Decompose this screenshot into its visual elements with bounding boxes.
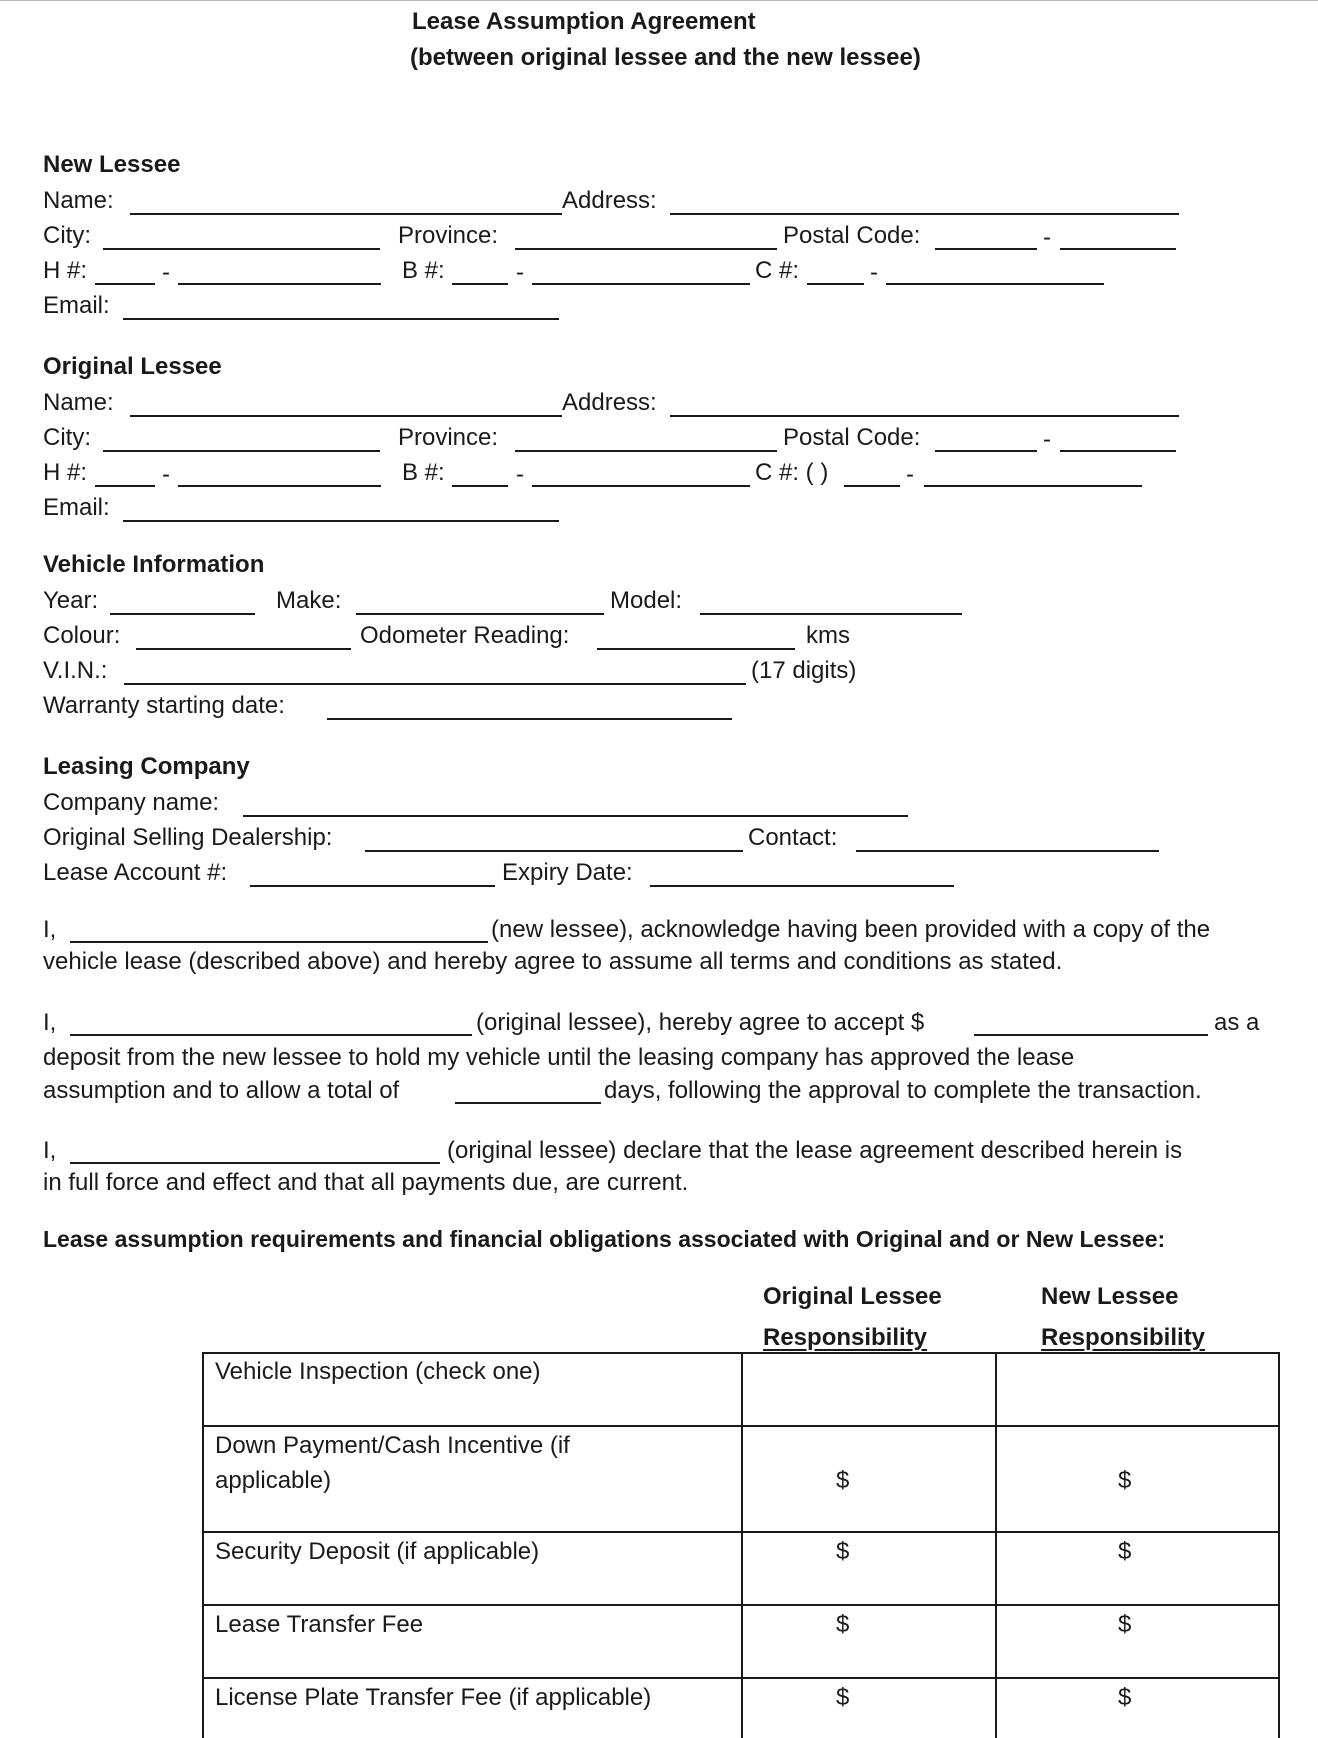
statement-1-new-lessee-field[interactable] xyxy=(70,941,488,943)
table-col-divider-1 xyxy=(741,1352,743,1738)
statement-2-as-a: as a xyxy=(1214,1009,1260,1036)
new-business-phone-label: B #: xyxy=(402,257,445,284)
vehicle-colour-label: Colour: xyxy=(43,622,121,649)
col-new-lessee-line2: Responsibility xyxy=(1041,1324,1206,1351)
col-new-lessee-line1: New Lessee xyxy=(1041,1283,1179,1310)
statement-2-text-a: (original lessee), hereby agree to accept $ xyxy=(476,1009,925,1036)
orig-home-phone-number[interactable] xyxy=(178,485,381,487)
orig-home-phone-label: H #: xyxy=(43,459,88,486)
company-name-field[interactable] xyxy=(243,815,908,817)
new-cell-phone-area[interactable] xyxy=(807,283,864,285)
new-province-field[interactable] xyxy=(515,248,777,250)
new-address-field[interactable] xyxy=(670,213,1179,215)
new-lessee-heading: New Lessee xyxy=(43,151,181,178)
new-cell-phone-label: C #: xyxy=(755,257,800,284)
row-vehicle-inspection-new-cell[interactable] xyxy=(998,1355,1277,1424)
vehicle-colour-field[interactable] xyxy=(136,648,351,650)
row-lease-transfer-fee-label: Lease Transfer Fee xyxy=(215,1611,424,1638)
statement-2-text-c1: assumption and to allow a total of xyxy=(43,1077,400,1104)
lease-account-label: Lease Account #: xyxy=(43,859,228,886)
orig-address-field[interactable] xyxy=(670,415,1179,417)
orig-email-label: Email: xyxy=(43,494,110,521)
statement-2-deposit-field[interactable] xyxy=(974,1034,1208,1036)
leasing-company-heading: Leasing Company xyxy=(43,753,250,780)
new-business-phone-dash: - xyxy=(516,259,524,286)
orig-postal-label: Postal Code: xyxy=(783,424,921,451)
orig-postal-field-2[interactable] xyxy=(1060,450,1176,452)
orig-cell-phone-area[interactable] xyxy=(844,485,900,487)
statement-3-text-b: in full force and effect and that all payments due, are current. xyxy=(43,1169,689,1196)
row-down-payment-original[interactable]: $ xyxy=(836,1467,850,1494)
original-lessee-heading: Original Lessee xyxy=(43,353,222,380)
statement-3-text-a: (original lessee) declare that the lease agreement described herein is xyxy=(447,1137,1183,1164)
expiry-date-label: Expiry Date: xyxy=(502,859,633,886)
new-province-label: Province: xyxy=(398,222,499,249)
vehicle-odometer-field[interactable] xyxy=(597,648,795,650)
row-lease-transfer-fee-original[interactable]: $ xyxy=(836,1611,850,1638)
new-city-field[interactable] xyxy=(103,248,380,250)
statement-2-text-c2: days, following the approval to complete the transaction. xyxy=(604,1077,1202,1104)
vehicle-vin-label: V.I.N.: xyxy=(43,657,108,684)
table-border-right xyxy=(1278,1352,1280,1738)
page-top-border xyxy=(0,0,1318,1)
new-name-field[interactable] xyxy=(130,213,562,215)
row-security-deposit-label: Security Deposit (if applicable) xyxy=(215,1538,540,1565)
lease-account-field[interactable] xyxy=(250,885,495,887)
statement-1-text-a: (new lessee), acknowledge having been provided with a copy of the xyxy=(491,916,1211,943)
orig-business-phone-dash: - xyxy=(516,461,524,488)
statement-3-prefix: I, xyxy=(43,1137,57,1164)
orig-city-label: City: xyxy=(43,424,91,451)
orig-cell-phone-dash: - xyxy=(906,461,914,488)
orig-name-field[interactable] xyxy=(130,415,562,417)
row-down-payment-label-2: applicable) xyxy=(215,1467,332,1494)
col-original-lessee-line2: Responsibility xyxy=(763,1324,928,1351)
new-cell-phone-dash: - xyxy=(870,259,878,286)
contact-field[interactable] xyxy=(856,850,1159,852)
orig-email-field[interactable] xyxy=(123,520,559,522)
vehicle-vin-field[interactable] xyxy=(124,683,746,685)
orig-business-phone-label: B #: xyxy=(402,459,445,486)
orig-cell-phone-number[interactable] xyxy=(924,485,1142,487)
new-business-phone-area[interactable] xyxy=(452,283,508,285)
orig-province-field[interactable] xyxy=(515,450,777,452)
new-address-label: Address: xyxy=(562,187,657,214)
statement-2-text-b: deposit from the new lessee to hold my vehicle until the leasing company has approved the lease xyxy=(43,1044,1075,1071)
vehicle-year-field[interactable] xyxy=(110,613,255,615)
orig-province-label: Province: xyxy=(398,424,499,451)
row-license-plate-fee-new[interactable]: $ xyxy=(1118,1684,1132,1711)
new-name-label: Name: xyxy=(43,187,114,214)
vehicle-warranty-label: Warranty starting date: xyxy=(43,692,285,719)
vehicle-year-label: Year: xyxy=(43,587,99,614)
expiry-date-field[interactable] xyxy=(650,885,954,887)
vehicle-make-field[interactable] xyxy=(356,613,604,615)
orig-cell-phone-label: C #: ( ) xyxy=(755,459,829,486)
orig-postal-field-1[interactable] xyxy=(935,450,1037,452)
new-email-field[interactable] xyxy=(123,318,559,320)
new-email-label: Email: xyxy=(43,292,110,319)
col-original-lessee-line1: Original Lessee xyxy=(763,1283,942,1310)
new-city-label: City: xyxy=(43,222,91,249)
orig-city-field[interactable] xyxy=(103,450,380,452)
vehicle-vin-digits-note: (17 digits) xyxy=(751,657,857,684)
statement-1-prefix: I, xyxy=(43,916,57,943)
statement-2-original-lessee-field[interactable] xyxy=(70,1034,472,1036)
contact-label: Contact: xyxy=(748,824,838,851)
page-title: Lease Assumption Agreement xyxy=(412,8,756,35)
orig-business-phone-area[interactable] xyxy=(452,485,508,487)
new-business-phone-number[interactable] xyxy=(532,283,750,285)
page-subtitle: (between original lessee and the new lessee) xyxy=(410,44,921,71)
vehicle-kms-unit: kms xyxy=(806,622,850,649)
orig-home-phone-dash: - xyxy=(162,461,170,488)
vehicle-heading: Vehicle Information xyxy=(43,551,265,578)
statement-1-text-b: vehicle lease (described above) and hereby agree to assume all terms and conditions as stated. xyxy=(43,948,1063,975)
new-home-phone-area[interactable] xyxy=(95,283,155,285)
row-lease-transfer-fee-new[interactable]: $ xyxy=(1118,1611,1132,1638)
orig-postal-dash: - xyxy=(1043,426,1051,453)
row-down-payment-label: Down Payment/Cash Incentive (if xyxy=(215,1432,570,1459)
new-home-phone-label: H #: xyxy=(43,257,88,284)
statement-2-prefix: I, xyxy=(43,1009,57,1036)
new-home-phone-number[interactable] xyxy=(178,283,381,285)
requirements-heading: Lease assumption requirements and financial obligations associated with Original and or New Lessee: xyxy=(43,1226,1166,1252)
table-border-left xyxy=(202,1352,204,1738)
orig-address-label: Address: xyxy=(562,389,657,416)
new-postal-dash: - xyxy=(1043,224,1051,251)
row-license-plate-fee-label: License Plate Transfer Fee (if applicable) xyxy=(215,1684,652,1711)
row-vehicle-inspection-label: Vehicle Inspection (check one) xyxy=(215,1358,541,1385)
dealership-label: Original Selling Dealership: xyxy=(43,824,333,851)
row-security-deposit-new[interactable]: $ xyxy=(1118,1538,1132,1565)
row-security-deposit-original[interactable]: $ xyxy=(836,1538,850,1565)
company-name-label: Company name: xyxy=(43,789,220,816)
new-postal-field-2[interactable] xyxy=(1060,248,1176,250)
new-postal-field-1[interactable] xyxy=(935,248,1037,250)
statement-2-days-field[interactable] xyxy=(455,1102,601,1104)
dealership-field[interactable] xyxy=(365,850,743,852)
orig-name-label: Name: xyxy=(43,389,114,416)
vehicle-model-label: Model: xyxy=(610,587,683,614)
new-cell-phone-number[interactable] xyxy=(886,283,1104,285)
row-down-payment-new[interactable]: $ xyxy=(1118,1467,1132,1494)
vehicle-make-label: Make: xyxy=(276,587,342,614)
vehicle-warranty-field[interactable] xyxy=(327,718,732,720)
orig-business-phone-number[interactable] xyxy=(532,485,750,487)
new-home-phone-dash: - xyxy=(162,259,170,286)
row-license-plate-fee-original[interactable]: $ xyxy=(836,1684,850,1711)
new-postal-label: Postal Code: xyxy=(783,222,921,249)
vehicle-model-field[interactable] xyxy=(700,613,962,615)
row-vehicle-inspection-original-cell[interactable] xyxy=(744,1355,994,1424)
table-col-divider-2 xyxy=(995,1352,997,1738)
statement-3-original-lessee-field[interactable] xyxy=(70,1162,440,1164)
vehicle-odometer-label: Odometer Reading: xyxy=(360,622,570,649)
orig-home-phone-area[interactable] xyxy=(95,485,155,487)
